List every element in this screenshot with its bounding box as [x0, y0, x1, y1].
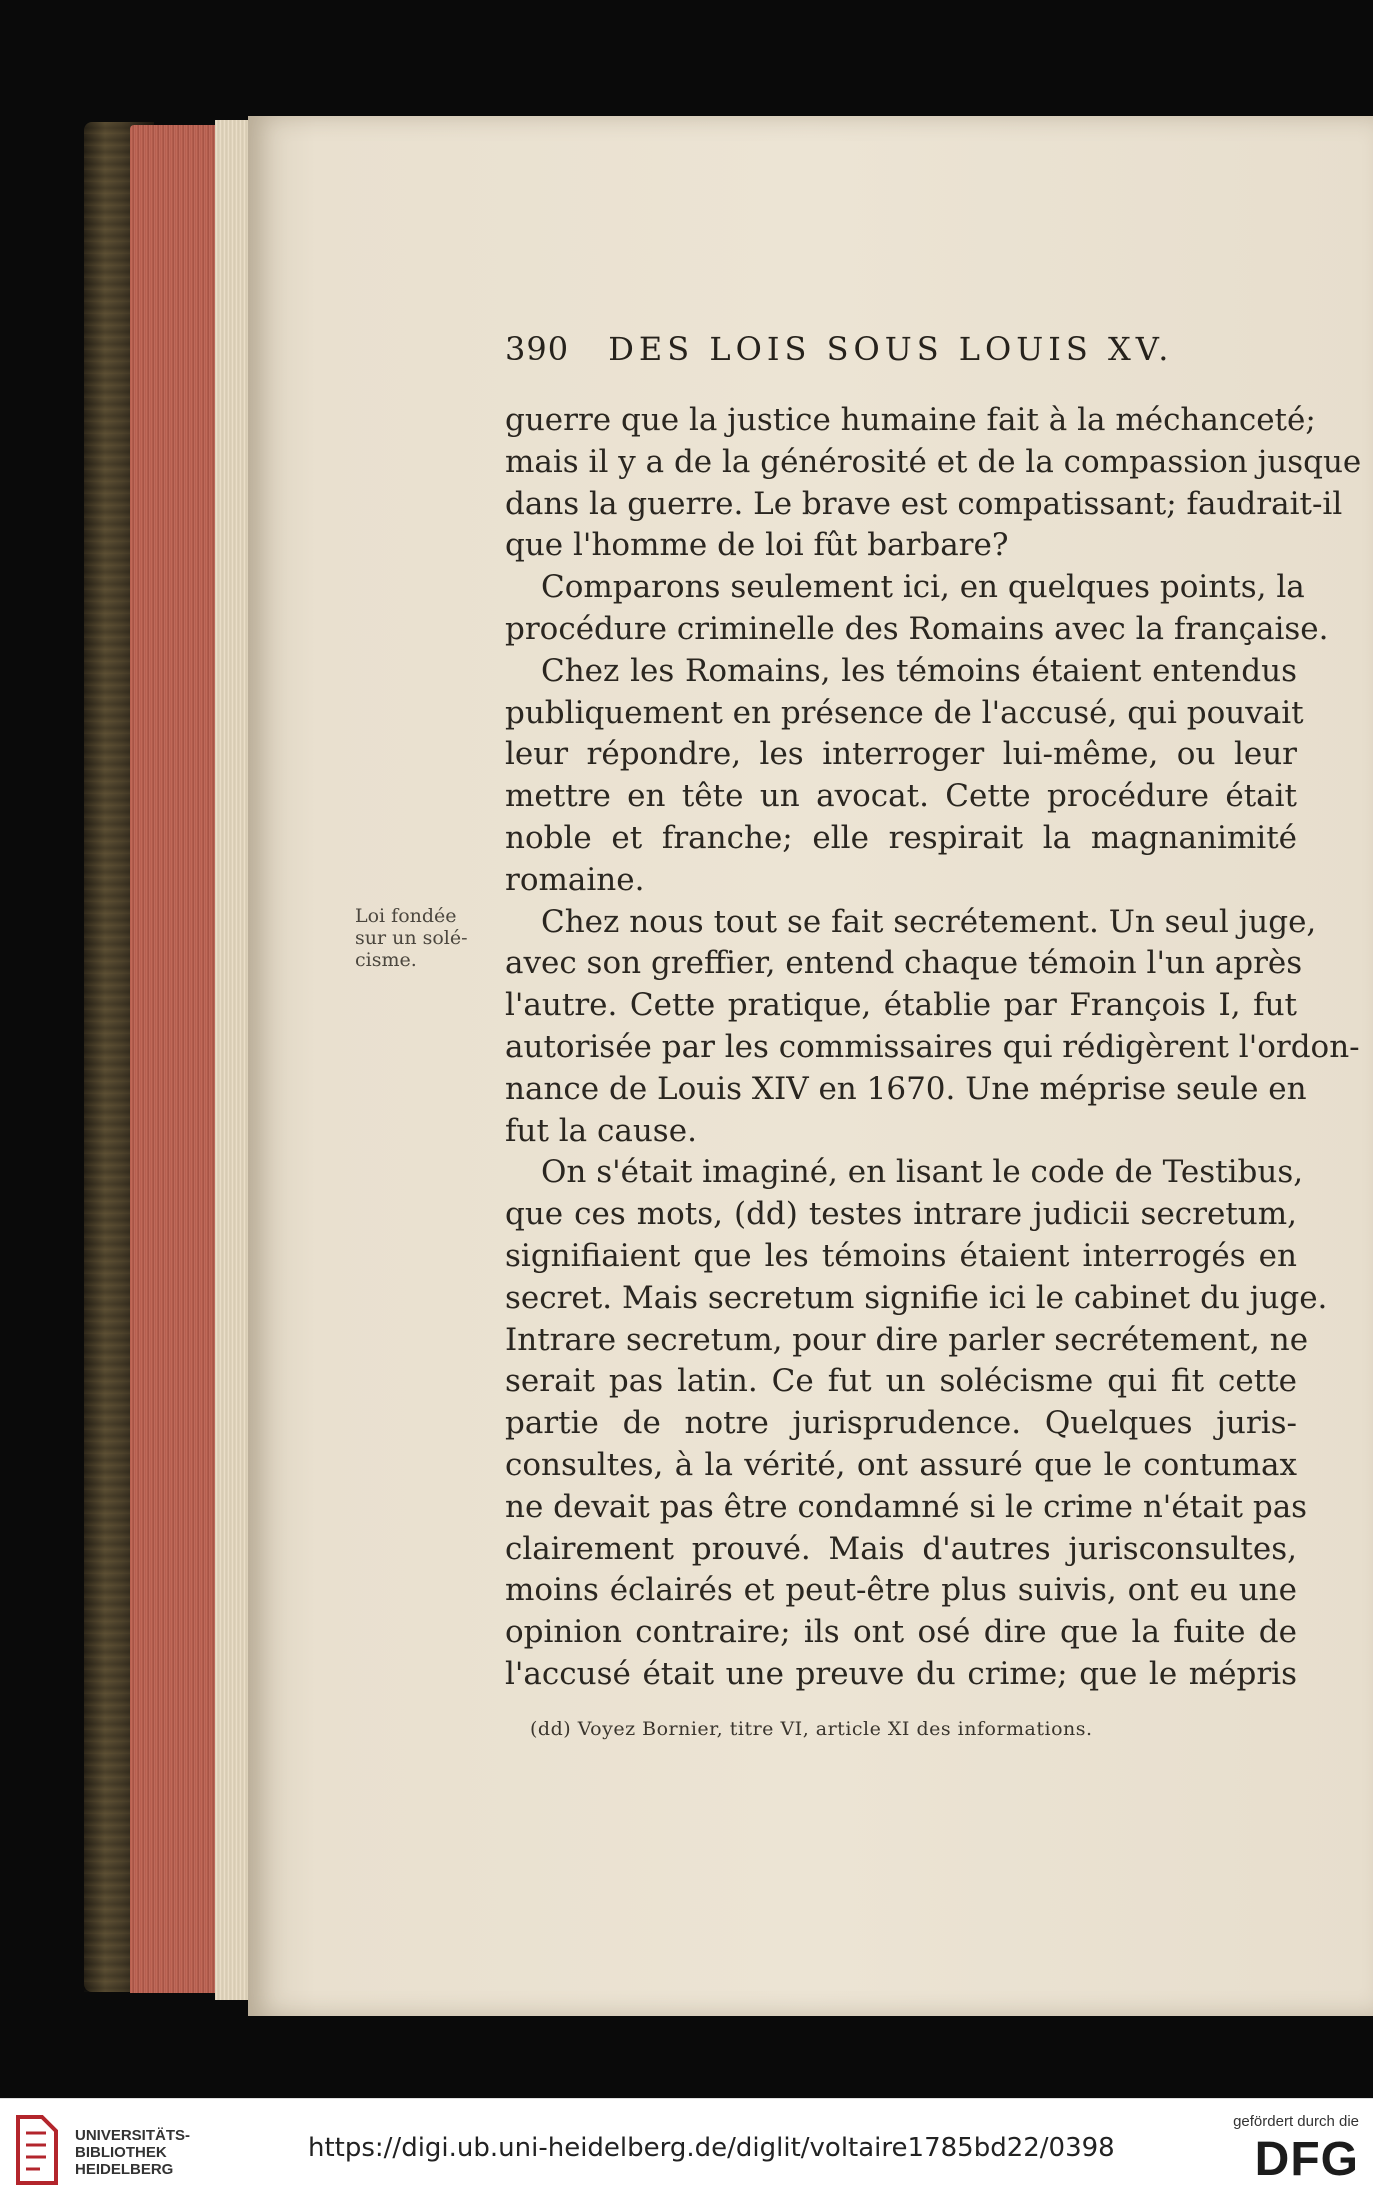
- library-name-line: BIBLIOTHEK: [75, 2144, 167, 2161]
- body-text: [505, 400, 1362, 1696]
- footnote: (dd) Voyez Bornier, titre VI, article XI des informations.: [530, 1718, 1093, 1740]
- text-line: opinion contraire; ils ont osé dire que la fuite de: [505, 1614, 1297, 1651]
- text-line: fut la cause.: [505, 1112, 697, 1149]
- text-line: ne devait pas être condamné si le crime n'était pas: [505, 1488, 1308, 1525]
- library-name-line: UNIVERSITÄTS-: [75, 2127, 191, 2144]
- text-line: procédure criminelle des Romains avec la française.: [505, 610, 1329, 647]
- text-line: moins éclairés et peut-être plus suivis, ont eu une: [505, 1572, 1297, 1609]
- funder-name: DFG: [1254, 2133, 1359, 2186]
- text-line: noble et franche; elle respirait la magnanimité: [505, 819, 1297, 856]
- text-line: autorisée par les commissaires qui rédigèrent l'ordon-: [505, 1028, 1360, 1065]
- library-name[interactable]: [75, 2127, 190, 2178]
- text-line: mais il y a de la générosité et de la compassion jusque: [505, 443, 1362, 480]
- text-line: Comparons seulement ici, en quelques points, la: [541, 569, 1305, 606]
- text-line: avec son greffier, entend chaque témoin l'un après: [505, 945, 1303, 982]
- running-header: [505, 330, 1305, 368]
- text-line: serait pas latin. Ce fut un solécisme qui fit cette: [505, 1363, 1297, 1400]
- library-name-line: HEIDELBERG: [75, 2161, 174, 2178]
- text-line: l'accusé était une preuve du crime; que le mépris: [505, 1655, 1297, 1692]
- text-line: nance de Louis XIV en 1670. Une méprise seule en: [505, 1070, 1307, 1107]
- text-line: clairement prouvé. Mais d'autres jurisconsultes,: [505, 1530, 1297, 1567]
- margin-note-line: cisme.: [355, 949, 417, 971]
- text-line: partie de notre jurisprudence. Quelques juris-: [505, 1405, 1297, 1442]
- text-line: dans la guerre. Le brave est compatissant; faudrait-il: [505, 485, 1343, 522]
- margin-note-line: sur un solé-: [355, 927, 468, 949]
- text-line: consultes, à la vérité, ont assuré que le contumax: [505, 1446, 1297, 1483]
- text-line: publiquement en présence de l'accusé, qui pouvait: [505, 694, 1304, 731]
- text-line: l'autre. Cette pratique, établie par François I, fut: [505, 987, 1297, 1024]
- text-line: que l'homme de loi fût barbare?: [505, 527, 1009, 564]
- text-line: romaine.: [505, 861, 645, 898]
- text-line: mettre en tête un avocat. Cette procédure était: [505, 778, 1297, 815]
- text-line: que ces mots, (dd) testes intrare judicii secretum,: [505, 1196, 1297, 1233]
- text-line: Chez nous tout se fait secrétement. Un seul juge,: [541, 903, 1317, 940]
- margin-note: [355, 905, 490, 971]
- text-line: guerre que la justice humaine fait à la méchanceté;: [505, 402, 1316, 438]
- text-line: signifiaient que les témoins étaient interrogés en: [505, 1237, 1297, 1274]
- library-logo-icon[interactable]: [12, 2113, 62, 2187]
- footer-bar: [0, 2098, 1373, 2201]
- funder-label: gefördert durch die: [1233, 2113, 1359, 2130]
- text-line: Intrare secretum, pour dire parler secrétement, ne: [505, 1321, 1309, 1358]
- funder-logo[interactable]: [1209, 2113, 1359, 2186]
- permalink-url[interactable]: https://digi.ub.uni-heidelberg.de/diglit/voltaire1785bd22/0398: [308, 2133, 1115, 2163]
- page-number: 390: [505, 330, 570, 368]
- text-line: secret. Mais secretum signifie ici le cabinet du juge.: [505, 1279, 1328, 1316]
- text-line: Chez les Romains, les témoins étaient entendus: [541, 652, 1297, 689]
- text-line: On s'était imaginé, en lisant le code de Testibus,: [541, 1154, 1304, 1191]
- running-title: DES LOIS SOUS LOUIS XV.: [608, 330, 1174, 368]
- margin-note-line: Loi fondée: [355, 905, 457, 927]
- text-line: leur répondre, les interroger lui-même, ou leur: [505, 736, 1297, 773]
